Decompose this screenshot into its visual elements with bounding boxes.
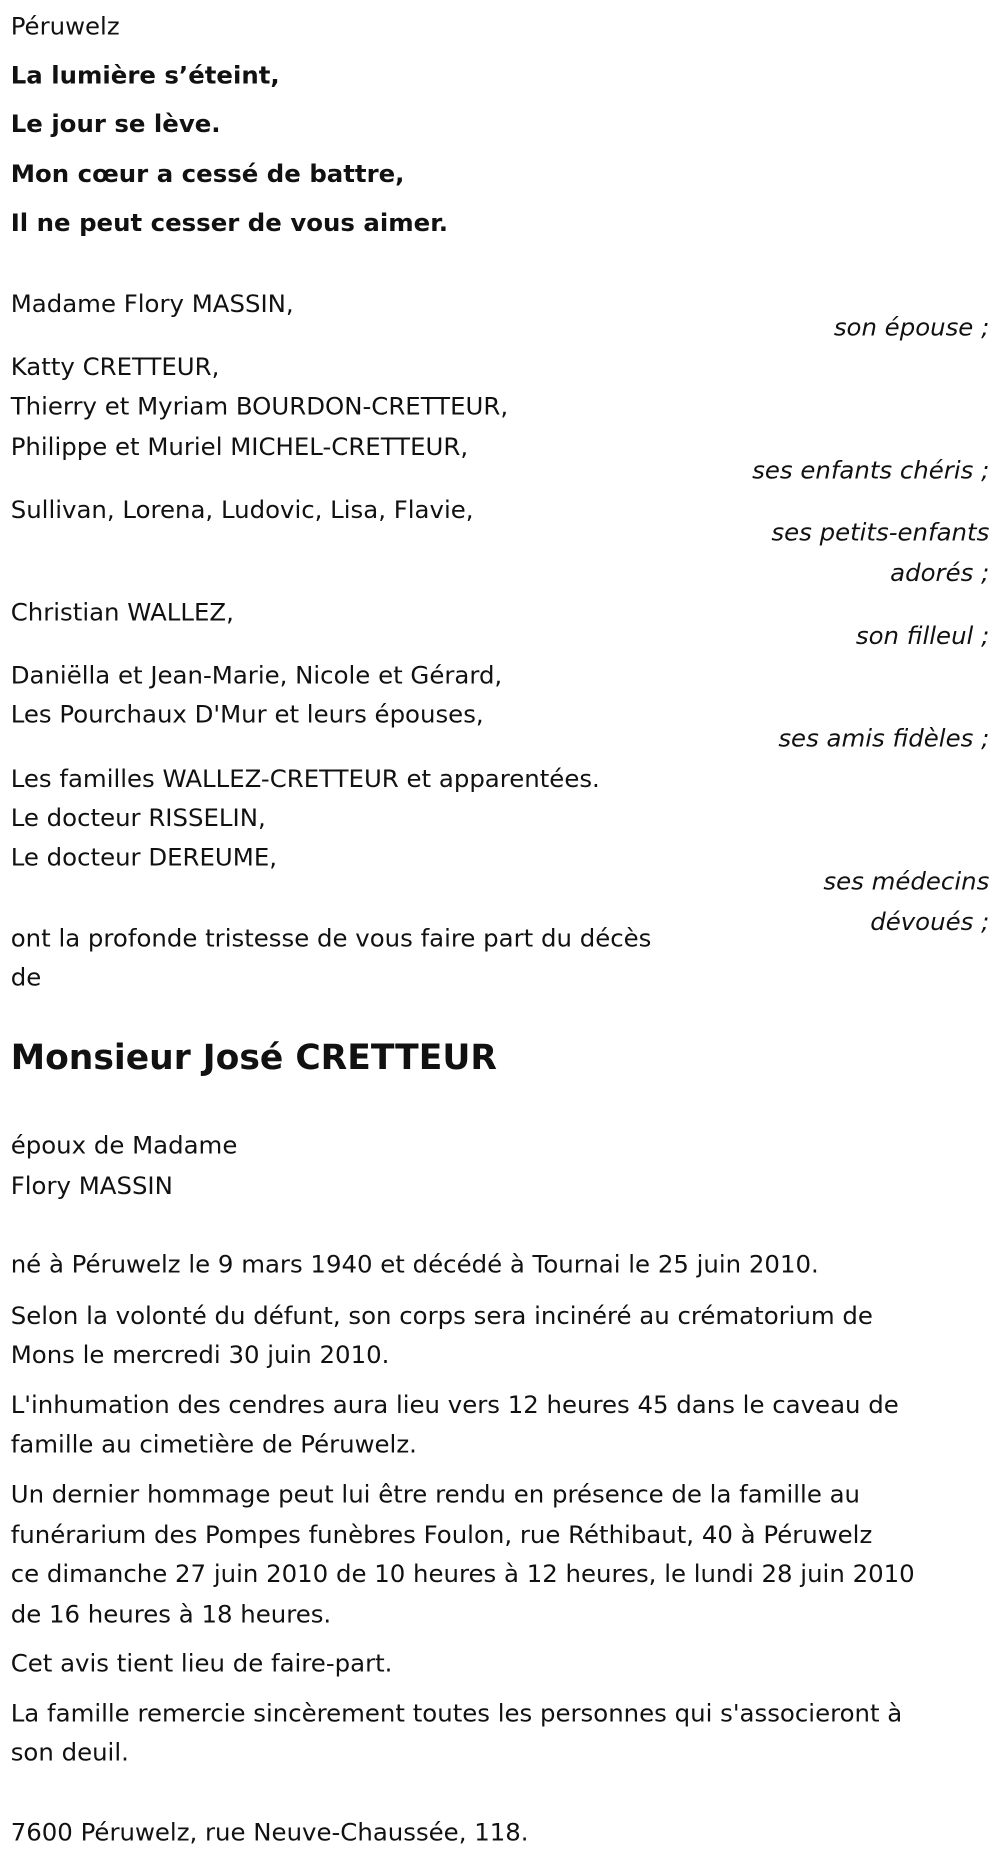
family-role: dévoués ; bbox=[870, 907, 990, 936]
family-line: Christian WALLEZ, bbox=[10, 597, 234, 627]
paragraph-line: né à Péruwelz le 9 mars 1940 et décédé à Tournai le 25 juin 2010. bbox=[10, 1250, 819, 1279]
family-line: Sullivan, Lorena, Ludovic, Lisa, Flavie, bbox=[10, 495, 474, 524]
announce-line: ont la profonde tristesse de vous faire part du décès bbox=[10, 923, 652, 953]
paragraph-line: son deuil. bbox=[10, 1738, 129, 1767]
paragraph-line: de 16 heures à 18 heures. bbox=[10, 1600, 332, 1629]
place: Péruwelz bbox=[10, 11, 120, 41]
poem-line: Mon cœur a cessé de battre, bbox=[10, 159, 405, 189]
family-role: ses médecins bbox=[823, 866, 990, 896]
family-line: Le docteur DEREUME, bbox=[10, 842, 278, 872]
paragraph-line: Selon la volonté du défunt, son corps sera incinéré au crématorium de bbox=[10, 1301, 873, 1330]
family-line: Madame Flory MASSIN, bbox=[10, 289, 294, 318]
spouse-line: époux de Madame bbox=[10, 1130, 238, 1160]
address: 7600 Péruwelz, rue Neuve-Chaussée, 118. bbox=[10, 1817, 529, 1847]
family-line: Les familles WALLEZ-CRETTEUR et apparentées. bbox=[10, 764, 600, 793]
poem-line: La lumière s’éteint, bbox=[10, 60, 280, 90]
family-line: Katty CRETTEUR, bbox=[10, 352, 220, 381]
family-line: Thierry et Myriam BOURDON-CRETTEUR, bbox=[10, 391, 509, 421]
family-line: Daniëlla et Jean-Marie, Nicole et Gérard, bbox=[10, 660, 503, 690]
paragraph-line: L'inhumation des cendres aura lieu vers 12 heures 45 dans le caveau de bbox=[10, 1390, 899, 1420]
spouse-line: Flory MASSIN bbox=[10, 1171, 173, 1201]
family-role: son épouse ; bbox=[833, 313, 990, 342]
family-role: ses petits-enfants bbox=[771, 517, 990, 547]
poem-line: Le jour se lève. bbox=[10, 109, 221, 139]
family-line: Philippe et Muriel MICHEL-CRETTEUR, bbox=[10, 432, 469, 461]
poem-line: Il ne peut cesser de vous aimer. bbox=[10, 208, 449, 237]
announce-line: de bbox=[10, 963, 42, 992]
family-role: ses amis fidèles ; bbox=[778, 723, 990, 753]
family-role: adorés ; bbox=[890, 558, 990, 587]
paragraph-line: La famille remercie sincèrement toutes les personnes qui s'associeront à bbox=[10, 1698, 903, 1728]
paragraph-line: famille au cimetière de Péruwelz. bbox=[10, 1429, 417, 1459]
family-line: Le docteur RISSELIN, bbox=[10, 803, 266, 833]
paragraph-line: ce dimanche 27 juin 2010 de 10 heures à 12 heures, le lundi 28 juin 2010 bbox=[10, 1559, 915, 1589]
deceased-name: Monsieur José CRETTEUR bbox=[10, 1036, 497, 1078]
paragraph-line: Mons le mercredi 30 juin 2010. bbox=[10, 1340, 390, 1370]
paragraph-line: Cet avis tient lieu de faire-part. bbox=[10, 1648, 393, 1678]
paragraph-line: Un dernier hommage peut lui être rendu en présence de la famille au bbox=[10, 1479, 861, 1509]
family-role: ses enfants chéris ; bbox=[752, 455, 990, 485]
family-role: son filleul ; bbox=[855, 621, 990, 651]
family-line: Les Pourchaux D'Mur et leurs épouses, bbox=[10, 700, 484, 729]
paragraph-line: funérarium des Pompes funèbres Foulon, rue Réthibaut, 40 à Péruwelz bbox=[10, 1520, 873, 1549]
